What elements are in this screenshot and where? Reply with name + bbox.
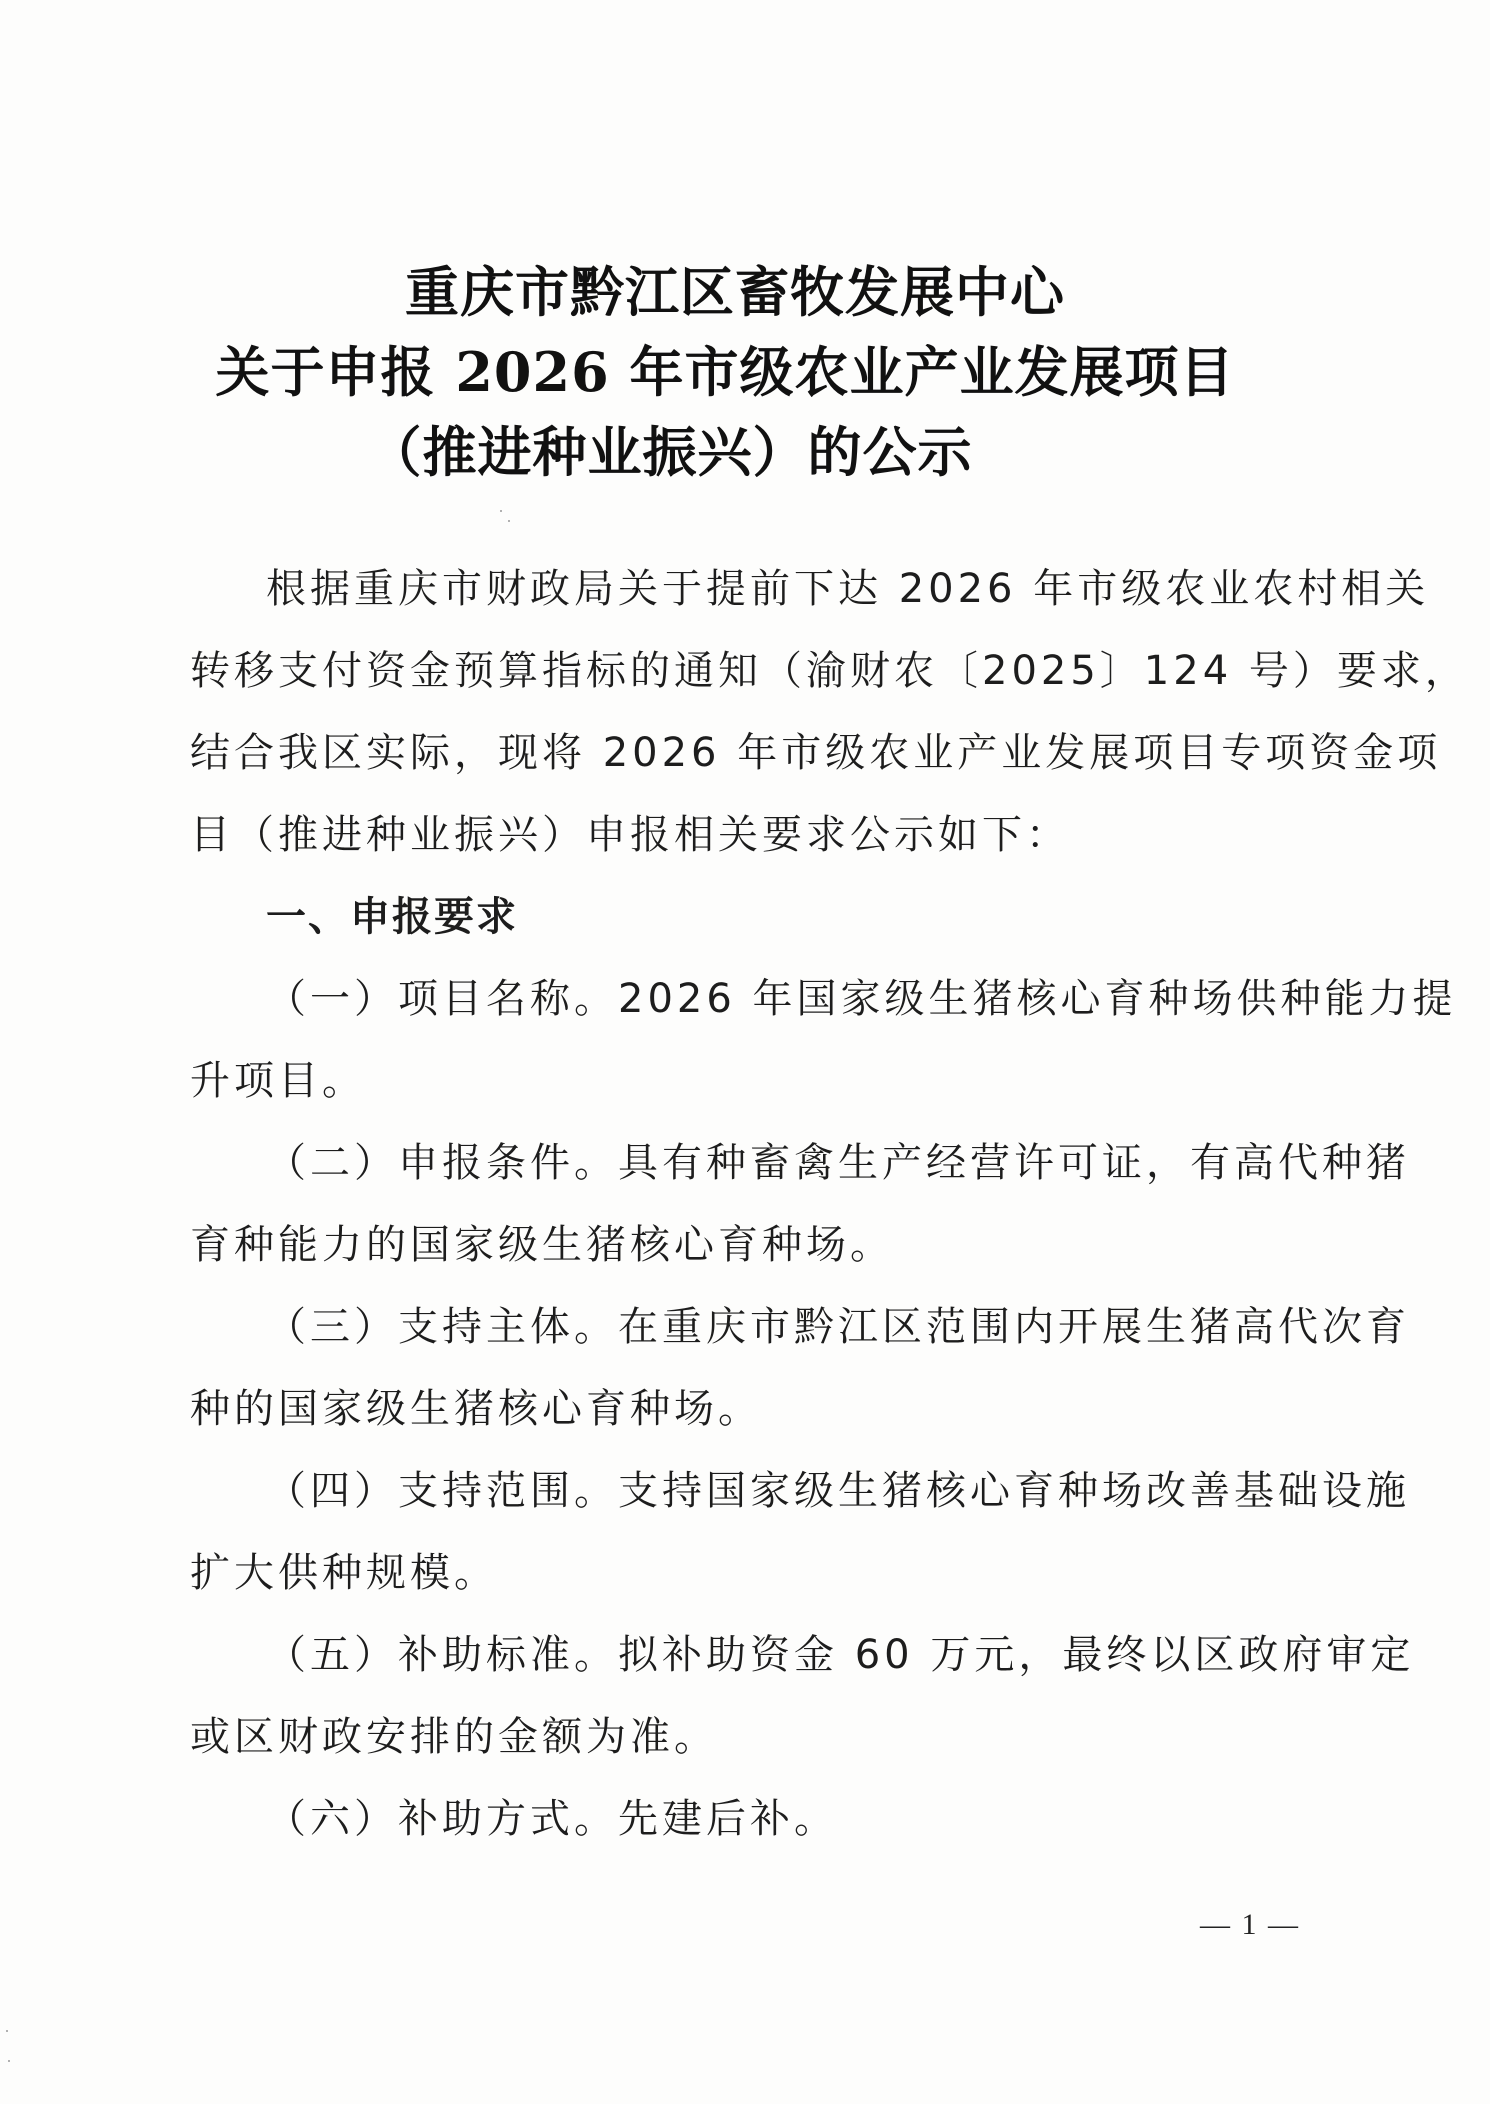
item-5-line-1: （五）补助标准。拟补助资金 60 万元，最终以区政府审定 [266,1632,1415,1678]
intro-line-1: 根据重庆市财政局关于提前下达 2026 年市级农业农村相关 [266,566,1430,612]
title-line-1: 重庆市黔江区畜牧发展中心 [405,260,1065,324]
item-4-line-2: 扩大供种规模。 [190,1550,498,1596]
item-2-line-2: 育种能力的国家级生猪核心育种场。 [190,1222,894,1268]
item-6-line-1: （六）补助方式。先建后补。 [266,1796,838,1842]
scan-speck [6,2030,8,2032]
item-3-line-1: （三）支持主体。在重庆市黔江区范围内开展生猪高代次育 [266,1304,1410,1350]
item-1-line-1: （一）项目名称。2026 年国家级生猪核心育种场供种能力提 [266,976,1457,1022]
title-line-2: 关于申报 2026 年市级农业产业发展项目 [215,340,1235,404]
item-4-line-1: （四）支持范围。支持国家级生猪核心育种场改善基础设施 [266,1468,1410,1514]
scan-speck [508,520,510,522]
section-heading: 一、申报要求 [266,894,518,940]
item-3-line-2: 种的国家级生猪核心育种场。 [190,1386,762,1432]
item-2-line-1: （二）申报条件。具有种畜禽生产经营许可证，有高代种猪 [266,1140,1410,1186]
document-body [190,548,1469,1860]
title-line-3: （推进种业振兴）的公示 [367,420,973,484]
item-1-line-2: 升项目。 [190,1058,366,1104]
intro-line-3: 结合我区实际，现将 2026 年市级农业产业发展项目专项资金项 [190,730,1442,776]
document-title [0,252,1490,492]
intro-line-4: 目（推进种业振兴）申报相关要求公示如下： [190,812,1070,858]
page-number: — 1 — [1200,1908,1300,1941]
scan-speck [8,2060,10,2062]
intro-line-2: 转移支付资金预算指标的通知（渝财农〔2025〕124 号）要求， [190,648,1469,694]
item-5-line-2: 或区财政安排的金额为准。 [190,1714,718,1760]
scan-speck [500,510,502,512]
